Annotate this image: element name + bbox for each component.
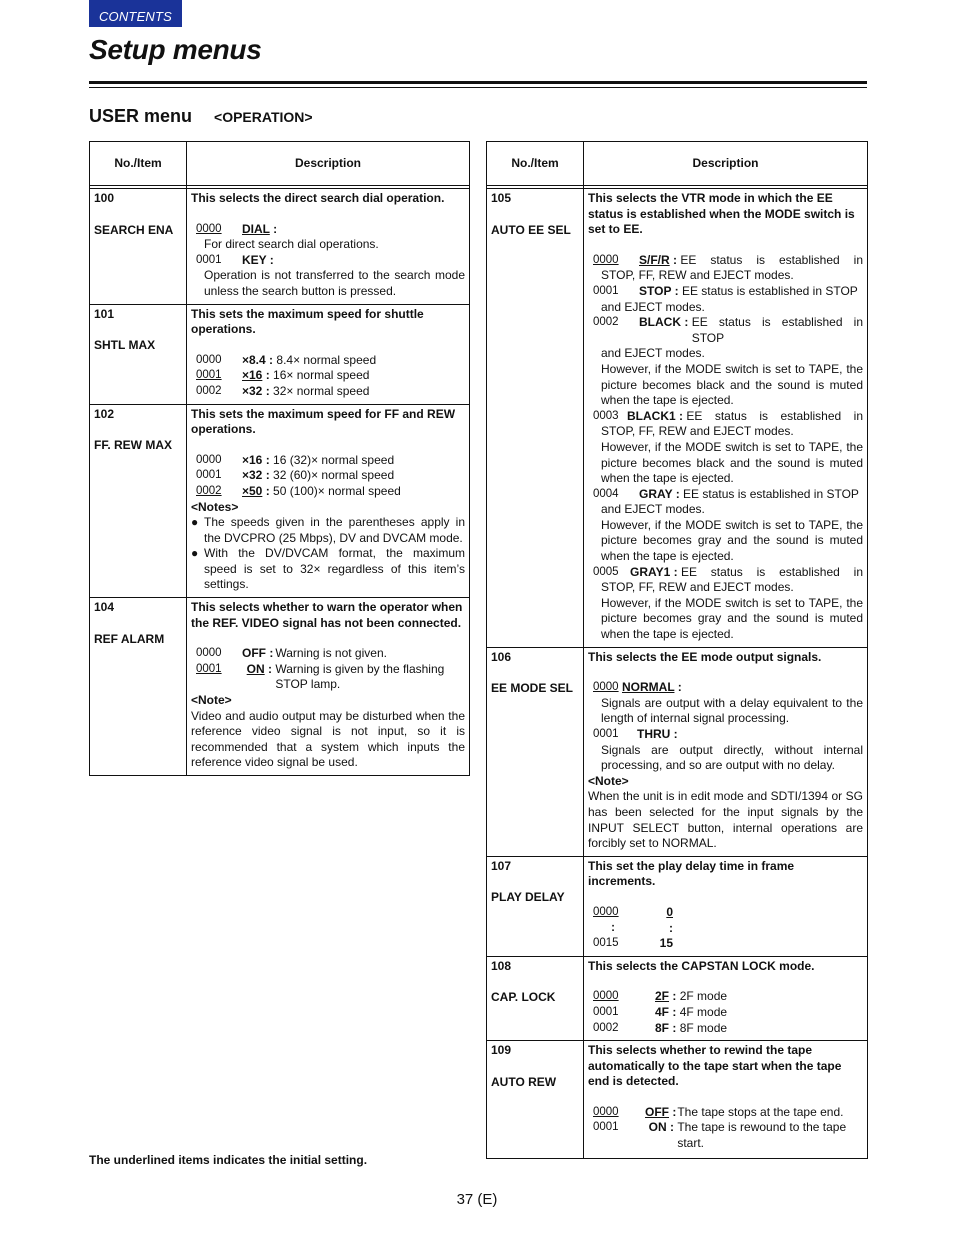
option-row [588, 1105, 863, 1121]
item-name: FF. REW MAX [94, 438, 172, 453]
option-text: EE status is established in STOP [691, 315, 863, 345]
section-title: USER menu [89, 106, 193, 126]
option-name: ON : [648, 1120, 674, 1135]
option-row [191, 468, 465, 484]
contents-button[interactable]: CONTENTS [89, 0, 182, 27]
option-code: 0000 [593, 253, 619, 266]
table-row [90, 598, 470, 776]
option-text: The tape is rewound to the tape start. [677, 1120, 847, 1151]
item-name: EE MODE SEL [491, 681, 574, 696]
option-name: 8F : [655, 1020, 677, 1035]
option-extra: However, if the MODE switch is set to TAPE, the picture becomes black and the sound is muted when the tape is ejected. [601, 361, 863, 408]
option-row [588, 727, 863, 743]
item-name: REF ALARM [94, 631, 165, 646]
item-name: PLAY DELAY [491, 890, 565, 905]
menu-table-right [486, 141, 868, 1159]
option-code: 0002 [593, 1021, 619, 1034]
table-row [487, 856, 868, 956]
option-code: 0002 [593, 316, 619, 329]
section-subtitle: <OPERATION> [214, 109, 313, 125]
notes-heading: <Notes> [191, 499, 239, 514]
header-no-item: No./Item [487, 142, 584, 186]
option-code: 0005 [593, 565, 619, 578]
option-code: 0015 [593, 937, 619, 950]
item-number: 109 [491, 1043, 512, 1058]
option-name: STOP : [639, 283, 679, 298]
item-description: This sets the maximum speed for FF and REW operations. [191, 406, 456, 437]
option-text: Signals are output directly, without internal processing, and so are output with no delay. [601, 742, 863, 773]
option-code: 0004 [593, 487, 619, 500]
title-rule-thin [89, 87, 867, 88]
option-text: Operation is not transferred to the search mode unless the search button is pressed. [204, 268, 465, 298]
item-description: This selects the direct search dial operation. [191, 191, 445, 205]
option-code: 0001 [196, 469, 222, 482]
item-description: This sets the maximum speed for shuttle operations. [191, 306, 424, 337]
option-code: 0000 [593, 905, 619, 918]
option-code: 0001 [593, 1005, 619, 1018]
option-name: : [669, 920, 673, 935]
header-description: Description [584, 142, 868, 186]
option-name: ×32 : [242, 468, 270, 483]
option-name: OFF : [645, 1104, 677, 1119]
item-description: This selects the EE mode output signals. [588, 649, 822, 664]
table-row [90, 189, 470, 305]
menu-table-left [89, 141, 470, 776]
item-name: SEARCH ENA [94, 222, 174, 237]
option-row [191, 484, 465, 500]
option-row [191, 384, 465, 400]
option-row [191, 222, 465, 238]
table-row [90, 404, 470, 598]
item-number: 102 [94, 406, 115, 421]
page-number: 37 (E) [456, 1191, 498, 1208]
item-number: 107 [491, 858, 512, 873]
option-text: Warning is given by the flashing STOP lamp. [275, 661, 445, 692]
note-bullet: ● The speeds given in the parentheses apply in the DVCPRO (25 Mbps), DV and DVCAM mode. [191, 515, 465, 545]
option-name: 4F : [655, 1004, 677, 1019]
note-text: Video and audio output may be disturbed when the reference video signal is not input, so it is recommended that a system which inputs the reference video signal be used. [191, 708, 465, 770]
option-row [588, 680, 863, 696]
option-code: 0000 [593, 990, 619, 1003]
option-row [588, 565, 863, 581]
table-row [487, 956, 868, 1040]
option-text: STOP, FF, REW and EJECT modes. [601, 424, 794, 439]
option-name: GRAY : [639, 486, 680, 501]
option-text: EE status is established in [680, 564, 863, 579]
option-code: 0001 [196, 662, 222, 675]
option-text: 8.4× normal speed [276, 352, 377, 367]
footnote: The underlined items indicates the initial setting. [89, 1153, 368, 1167]
option-text: EE status is established in [680, 252, 863, 267]
item-description: This selects whether to warn the operator when the REF. VIDEO signal has not been connected. [191, 600, 463, 630]
option-row [191, 368, 465, 384]
option-row [588, 905, 863, 921]
option-code: 0001 [593, 284, 619, 297]
option-code: 0000 [196, 222, 222, 235]
note-bullet: ● With the DV/DVCAM format, the maximum speed is set to 32× regardless of this item’s settings. [191, 546, 465, 592]
option-row [191, 253, 465, 269]
option-code: 0002 [196, 384, 222, 397]
option-row [588, 315, 863, 346]
table-row [487, 189, 868, 648]
option-text: EE status is established in STOP [683, 486, 859, 501]
option-row [588, 487, 863, 503]
option-name: 2F : [655, 989, 677, 1004]
option-code: 0000 [593, 1105, 619, 1118]
option-text: 2F mode [679, 989, 728, 1004]
option-row [588, 1005, 863, 1021]
option-name: KEY : [242, 252, 274, 267]
option-name: S/F/R : [639, 252, 678, 267]
option-code: : [611, 921, 615, 934]
option-name: 0 [666, 904, 673, 919]
option-code: 0001 [593, 1121, 619, 1134]
option-row [191, 662, 465, 693]
item-description: This selects whether to rewind the tape automatically to the tape start when the tape end is detected. [588, 1043, 842, 1089]
option-row [588, 409, 863, 425]
option-code: 0000 [196, 453, 222, 466]
item-description: This selects the VTR mode in which the EE status is established when the MODE switch is set to EE. [588, 191, 855, 237]
option-name: ×32 : [242, 383, 270, 398]
option-text: and EJECT modes. [601, 299, 705, 314]
option-code: 0001 [196, 253, 222, 266]
option-name: NORMAL : [622, 680, 682, 695]
item-number: 108 [491, 958, 512, 973]
header-no-item: No./Item [90, 142, 187, 186]
option-row [191, 646, 465, 662]
note-heading: <Note> [588, 773, 629, 788]
table-row [487, 1041, 868, 1159]
option-row [588, 253, 863, 269]
item-number: 105 [491, 191, 512, 205]
option-name: ×50 : [242, 483, 270, 498]
option-extra: However, if the MODE switch is set to TAPE, the picture becomes black and the sound is muted when the tape is ejected. [601, 439, 863, 486]
option-name: ON : [246, 661, 272, 676]
option-row [588, 989, 863, 1005]
item-number: 101 [94, 306, 115, 321]
option-text: For direct search dial operations. [204, 237, 379, 252]
item-number: 106 [491, 649, 512, 664]
title-rule-thick [89, 81, 867, 84]
option-text: STOP, FF, REW and EJECT modes. [601, 580, 794, 595]
option-text: EE status is established in STOP [681, 283, 858, 298]
item-number: 100 [94, 191, 115, 205]
option-text: 4F mode [679, 1004, 728, 1019]
table-row [487, 647, 868, 856]
option-row [588, 1120, 863, 1151]
option-code: 0000 [196, 647, 222, 660]
option-text: The tape stops at the tape end. [677, 1104, 844, 1119]
table-row [90, 304, 470, 404]
section-heading [89, 106, 313, 127]
option-extra: However, if the MODE switch is set to TAPE, the picture becomes gray and the sound is muted when the tape is ejected. [601, 517, 863, 564]
option-row [191, 353, 465, 369]
page-title: Setup menus [89, 34, 262, 65]
option-name: ×16 : [242, 368, 270, 383]
item-name: AUTO EE SEL [491, 222, 571, 237]
option-text: and EJECT modes. [601, 346, 705, 361]
option-name: BLACK : [639, 315, 689, 330]
option-name: BLACK1 : [627, 408, 684, 423]
option-name: GRAY1 : [630, 564, 678, 579]
option-row [588, 921, 863, 937]
option-text: 32 (60)× normal speed [273, 468, 395, 483]
option-text: and EJECT modes. [601, 502, 705, 517]
option-code: 0001 [593, 728, 619, 740]
note-text: When the unit is in edit mode and SDTI/1394 or SG has been selected for the input signals by the INPUT SELECT button, internal operations are forcibly set to NORMAL. [588, 789, 863, 851]
option-name: THRU : [637, 727, 678, 741]
option-name: OFF : [242, 646, 274, 661]
option-text: 16× normal speed [273, 368, 370, 383]
item-name: SHTL MAX [94, 338, 156, 353]
item-description: This set the play delay time in frame increments. [588, 858, 795, 889]
note-heading: <Note> [191, 693, 232, 708]
option-row [588, 284, 863, 300]
header-description: Description [187, 142, 470, 186]
option-text: 50 (100)× normal speed [273, 483, 401, 498]
option-text: STOP, FF, REW and EJECT modes. [601, 268, 794, 283]
option-extra: However, if the MODE switch is set to TAPE, the picture becomes gray and the sound is muted when the tape is ejected. [601, 595, 863, 642]
option-row [191, 453, 465, 469]
item-name: CAP. LOCK [491, 990, 556, 1005]
option-code: 0003 [593, 409, 619, 422]
option-code: 0001 [196, 369, 222, 382]
option-text: EE status is established in [686, 408, 863, 423]
option-text: 32× normal speed [273, 383, 370, 398]
option-code: 0000 [593, 681, 619, 694]
option-name: ×8.4 : [242, 352, 274, 367]
option-text: 8F mode [679, 1020, 728, 1035]
option-name: 15 [659, 936, 673, 951]
item-number: 104 [94, 600, 115, 615]
option-code: 0000 [196, 353, 222, 366]
option-code: 0002 [196, 484, 222, 497]
item-name: AUTO REW [491, 1074, 557, 1089]
item-description: This selects the CAPSTAN LOCK mode. [588, 958, 815, 973]
option-text: Signals are output with a delay equivalent to the length of internal signal processing. [601, 695, 863, 726]
option-text: Warning is not given. [275, 646, 387, 661]
option-name: ×16 : [242, 452, 270, 467]
option-row [588, 936, 863, 952]
option-name: DIAL : [242, 221, 278, 236]
option-row [588, 1021, 863, 1037]
option-text: 16 (32)× normal speed [273, 452, 395, 467]
